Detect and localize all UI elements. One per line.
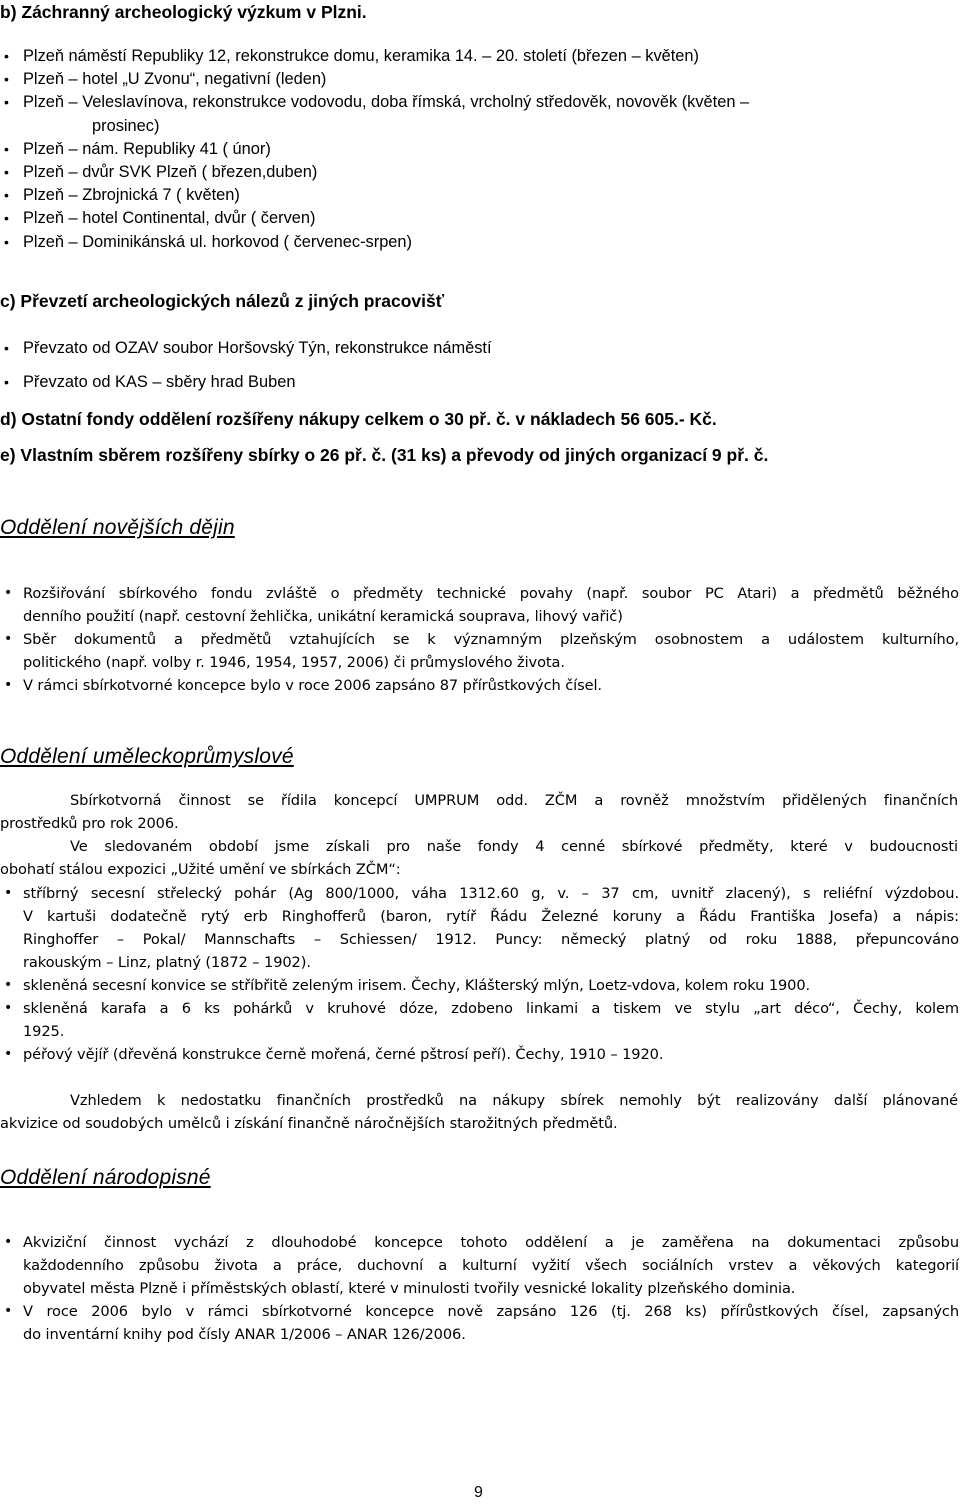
list-item-line: obyvatel města Plzně i příměstských oblastí, které v minulosti tvořily vesnické lokality plzeňského dominia. bbox=[23, 1280, 796, 1297]
list-item bbox=[4, 68, 749, 91]
page-number: 9 bbox=[474, 1484, 483, 1501]
paragraph-line: obohatí stálou expozici „Užité umění ve sbírkách ZČM“: bbox=[0, 861, 401, 878]
list-item bbox=[4, 337, 492, 360]
list-item-text: Plzeň náměstí Republiky 12, rekonstrukce domu, keramika 14. – 20. století (březen – květen) bbox=[23, 47, 699, 65]
section-c-list-2 bbox=[4, 371, 295, 394]
list-item bbox=[4, 628, 959, 674]
dept-applied-closing bbox=[0, 1089, 958, 1135]
dept-applied-list bbox=[4, 882, 959, 1066]
list-item bbox=[4, 674, 959, 697]
paragraph-line: Vzhledem k nedostatku finančních prostředků na nákupy sbírek nemohly být realizovány další plánované bbox=[70, 1092, 958, 1109]
list-item-line: rakouským – Linz, platný (1872 – 1902). bbox=[23, 954, 311, 971]
list-item-line: 1925. bbox=[23, 1023, 65, 1040]
bullet-icon: • bbox=[4, 585, 13, 601]
list-item bbox=[4, 184, 749, 207]
list-item-text: Převzato od OZAV soubor Horšovský Týn, rekonstrukce náměstí bbox=[23, 339, 492, 357]
bullet-icon: • bbox=[4, 977, 13, 993]
list-item bbox=[4, 1043, 959, 1066]
list-item-line: denního použití (např. cestovní žehlička, unikátní keramická souprava, lihový vařič) bbox=[23, 608, 623, 625]
list-item-line: V kartuši dodatečně rytý erb Ringhofferů (baron, rytíř Řádu Železné koruny a Řádu Františka Josefa) a nápis: bbox=[23, 908, 959, 925]
list-item-line: skleněná karafa a 6 ks pohárků v kruhové dóze, zdobeno linkami a tiskem ve stylu „art déco“, Čechy, kolem bbox=[23, 1000, 959, 1017]
bullet-icon: • bbox=[4, 885, 13, 901]
list-item-text: Plzeň – hotel Continental, dvůr ( červen) bbox=[23, 209, 316, 228]
bullet-icon: • bbox=[4, 677, 13, 693]
list-item-text: Převzato od KAS – sběry hrad Buben bbox=[23, 373, 296, 391]
bullet-icon: • bbox=[4, 1000, 13, 1016]
dept-modern-list bbox=[4, 582, 959, 697]
paragraph-line: Sbírkotvorná činnost se řídila koncepcí UMPRUM odd. ZČM a rovněž množstvím přidělených finančních bbox=[70, 792, 958, 809]
list-item bbox=[4, 1300, 959, 1346]
dept-ethno-title: Oddělení národopisné bbox=[0, 1166, 211, 1189]
section-d-text: d) Ostatní fondy oddělení rozšířeny nákupy celkem o 30 př. č. v nákladech 56 605.- Kč. bbox=[0, 409, 717, 429]
list-item-line: Ringhoffer – Pokal/ Mannschafts – Schiessen/ 1912. Puncy: německý platný od roku 1888, přepuncováno bbox=[23, 931, 959, 948]
list-item bbox=[4, 138, 749, 161]
list-item-line: stříbrný secesní střelecký pohár (Ag 800/1000, váha 1312.60 g, v. – 37 cm, uvnitř zlacený), s reliéfní výzdobou. bbox=[23, 885, 959, 902]
list-item bbox=[4, 91, 749, 137]
dept-applied-title: Oddělení uměleckoprůmyslové bbox=[0, 745, 294, 768]
list-item-text: Plzeň – Dominikánská ul. horkovod ( červenec-srpen) bbox=[23, 232, 412, 251]
section-e-text: e) Vlastním sběrem rozšířeny sbírky o 26 př. č. (31 ks) a převody od jiných organizací 9 př. č. bbox=[0, 445, 769, 465]
dept-ethno-list bbox=[4, 1231, 959, 1346]
list-item bbox=[4, 1231, 959, 1300]
list-item-continuation: prosinec) bbox=[92, 116, 160, 135]
list-item-line: Sběr dokumentů a předmětů vztahujících se k významným plzeňským osobnostem a událostem kulturního, bbox=[23, 631, 959, 648]
bullet-icon: • bbox=[4, 631, 13, 647]
list-item bbox=[4, 371, 295, 394]
list-item-text: Plzeň – dvůr SVK Plzeň ( březen,duben) bbox=[23, 163, 318, 182]
bullet-icon: • bbox=[4, 1234, 13, 1250]
section-c-list bbox=[4, 337, 492, 360]
list-item-line: V rámci sbírkotvorné koncepce bylo v roce 2006 zapsáno 87 přírůstkových čísel. bbox=[23, 677, 602, 694]
list-item-line: Akviziční činnost vychází z dlouhodobé koncepce tohoto oddělení a je zaměřena na dokumentaci způsobu bbox=[23, 1234, 959, 1251]
list-item-line: Rozšiřování sbírkového fondu zvláště o předměty technické povahy (např. soubor PC Atari) a předmětů běžného bbox=[23, 585, 959, 602]
list-item-text: Plzeň – nám. Republiky 41 ( únor) bbox=[23, 139, 271, 158]
list-item bbox=[4, 882, 959, 974]
dept-modern-title: Oddělení novějších dějin bbox=[0, 516, 235, 539]
paragraph-line: akvizice od soudobých umělců i získání finančně náročnějších starožitných předmětů. bbox=[0, 1115, 618, 1132]
list-item bbox=[4, 45, 749, 68]
bullet-icon: • bbox=[4, 1303, 13, 1319]
dept-applied-intro bbox=[0, 789, 958, 881]
list-item bbox=[4, 231, 749, 254]
list-item bbox=[4, 207, 749, 230]
list-item-line: V roce 2006 bylo v rámci sbírkotvorné koncepce nově zapsáno 126 (tj. 268 ks) přírůstkových čísel, zapsaných bbox=[23, 1303, 959, 1320]
list-item-line: do inventární knihy pod čísly ANAR 1/2006 – ANAR 126/2006. bbox=[23, 1326, 466, 1343]
list-item bbox=[4, 161, 749, 184]
section-b-list bbox=[4, 45, 749, 254]
list-item bbox=[4, 582, 959, 628]
list-item bbox=[4, 974, 959, 997]
bullet-icon: • bbox=[4, 1046, 13, 1062]
paragraph-line: Ve sledovaném období jsme získali pro naše fondy 4 cenné sbírkové předměty, které v budoucnosti bbox=[70, 838, 958, 855]
list-item-line: politického (např. volby r. 1946, 1954, 1957, 2006) či průmyslového života. bbox=[23, 654, 565, 671]
section-b-heading: b) Záchranný archeologický výzkum v Plzni. bbox=[0, 2, 367, 22]
list-item-line: skleněná secesní konvice se stříbřitě zeleným irisem. Čechy, Klášterský mlýn, Loetz-vdova, kolem roku 1900. bbox=[23, 977, 811, 994]
list-item-text: Plzeň – Veleslavínova, rekonstrukce vodovodu, doba římská, vrcholný středověk, novověk (květen – bbox=[23, 93, 750, 112]
list-item-line: péřový vějíř (dřevěná konstrukce černě mořená, černé pštrosí peří). Čechy, 1910 – 1920. bbox=[23, 1046, 664, 1063]
list-item bbox=[4, 997, 959, 1043]
section-c-heading: c) Převzetí archeologických nálezů z jiných pracovišť bbox=[0, 291, 445, 311]
list-item-text: Plzeň – Zbrojnická 7 ( květen) bbox=[23, 186, 240, 205]
list-item-line: každodenního způsobu života a práce, duchovní a kulturní vyžití všech sociálních vrstev a věkových kategorií bbox=[23, 1257, 959, 1274]
paragraph-line: prostředků pro rok 2006. bbox=[0, 815, 179, 832]
list-item-text: Plzeň – hotel „U Zvonu“, negativní (leden) bbox=[23, 70, 327, 89]
